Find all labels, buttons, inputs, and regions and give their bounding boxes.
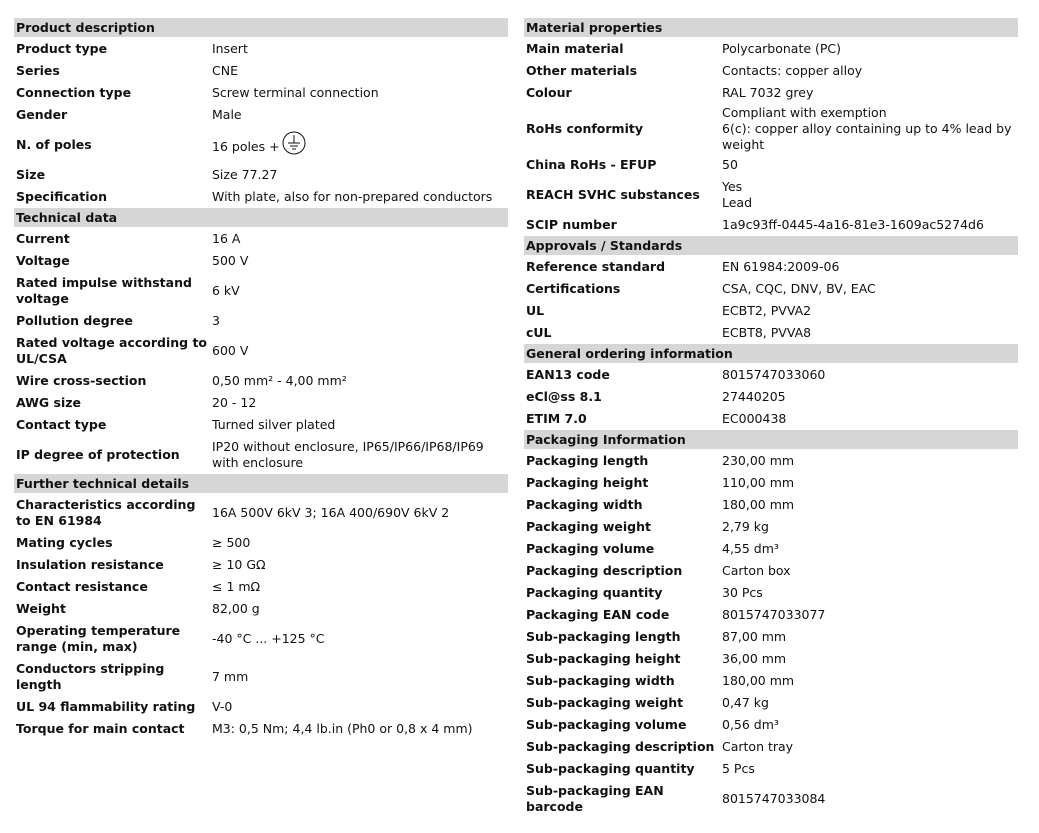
- spec-label: EAN13 code: [526, 367, 610, 382]
- spec-value-cell: [720, 714, 1018, 736]
- spec-row-sub-packaging-quantity: [524, 758, 1018, 780]
- spec-value-cell: [720, 670, 1018, 692]
- spec-value-cell: [720, 494, 1018, 516]
- section-technical-data: [14, 208, 508, 474]
- spec-value-cell: [210, 332, 508, 370]
- spec-value: 27440205: [722, 389, 786, 404]
- spec-value-cell: [210, 598, 508, 620]
- spec-value-cell: [210, 718, 508, 740]
- spec-value-cell: [210, 620, 508, 658]
- spec-label: Size: [16, 167, 46, 182]
- spec-value: ≥ 10 GΩ: [212, 557, 266, 572]
- spec-table: [14, 494, 508, 740]
- spec-value: 7 mm: [212, 669, 249, 684]
- spec-row-packaging-length: [524, 450, 1018, 472]
- spec-row-conductors-stripping-length: [14, 658, 508, 696]
- spec-row-packaging-description: [524, 560, 1018, 582]
- spec-value: EC000438: [722, 411, 787, 426]
- spec-row-rated-voltage-according-to-ul-csa: [14, 332, 508, 370]
- spec-value-cell: [720, 386, 1018, 408]
- spec-label: cUL: [526, 325, 552, 340]
- spec-row-packaging-width: [524, 494, 1018, 516]
- spec-value: 0,47 kg: [722, 695, 769, 710]
- spec-value: -40 °C ... +125 °C: [212, 631, 325, 646]
- spec-value-cell: [720, 214, 1018, 236]
- spec-label: Sub-packaging width: [526, 673, 675, 688]
- spec-row-packaging-weight: [524, 516, 1018, 538]
- spec-label: Main material: [526, 41, 624, 56]
- spec-label: Wire cross-section: [16, 373, 147, 388]
- spec-row-voltage: [14, 250, 508, 272]
- spec-value-cell: [720, 38, 1018, 60]
- spec-row-other-materials: [524, 60, 1018, 82]
- spec-row-contact-resistance: [14, 576, 508, 598]
- spec-label: Sub-packaging volume: [526, 717, 687, 732]
- spec-label: Torque for main contact: [16, 721, 185, 736]
- spec-value-cell: [210, 186, 508, 208]
- spec-row-colour: [524, 82, 1018, 104]
- spec-label: Packaging quantity: [526, 585, 663, 600]
- spec-row-wire-cross-section: [14, 370, 508, 392]
- spec-value: 82,00 g: [212, 601, 260, 616]
- spec-value: 110,00 mm: [722, 475, 795, 490]
- spec-value: V-0: [212, 699, 233, 714]
- spec-value-cell: [210, 272, 508, 310]
- section-further-technical-details: [14, 474, 508, 740]
- spec-value: IP20 without enclosure, IP65/IP66/IP68/IP69 with enclosure: [212, 439, 484, 470]
- spec-value: ECBT8, PVVA8: [722, 325, 812, 340]
- spec-value-cell: [210, 554, 508, 576]
- spec-label: Gender: [16, 107, 68, 122]
- spec-label: Product type: [16, 41, 108, 56]
- spec-row-etim-7-0: [524, 408, 1018, 430]
- section-title: Approvals / Standards: [524, 236, 1018, 255]
- spec-label: Packaging EAN code: [526, 607, 670, 622]
- spec-row-sub-packaging-weight: [524, 692, 1018, 714]
- spec-label: Rated voltage according to UL/CSA: [16, 335, 208, 366]
- spec-label: Packaging length: [526, 453, 649, 468]
- spec-label: Operating temperature range (min, max): [16, 623, 181, 654]
- spec-label: Packaging weight: [526, 519, 651, 534]
- spec-label: Insulation resistance: [16, 557, 164, 572]
- spec-value: 3: [212, 313, 220, 328]
- section-general-ordering-information: [524, 344, 1018, 430]
- spec-value: 180,00 mm: [722, 673, 795, 688]
- spec-label: Sub-packaging weight: [526, 695, 684, 710]
- spec-row-specification: [14, 186, 508, 208]
- spec-row-ecl-ss-8-1: [524, 386, 1018, 408]
- spec-row-sub-packaging-height: [524, 648, 1018, 670]
- spec-value: Carton tray: [722, 739, 794, 754]
- spec-value-cell: [210, 494, 508, 532]
- spec-row-cul: [524, 322, 1018, 344]
- spec-value: 600 V: [212, 343, 249, 358]
- spec-row-packaging-volume: [524, 538, 1018, 560]
- spec-label: Pollution degree: [16, 313, 133, 328]
- spec-value-cell: [720, 582, 1018, 604]
- spec-value-cell: [210, 164, 508, 186]
- section-title: General ordering information: [524, 344, 1018, 363]
- spec-value-cell: [720, 364, 1018, 386]
- spec-label: UL 94 flammability rating: [16, 699, 196, 714]
- spec-label: Contact type: [16, 417, 107, 432]
- spec-table: [524, 364, 1018, 430]
- section-approvals-standards: [524, 236, 1018, 344]
- spec-label: Sub-packaging EAN barcode: [526, 783, 664, 814]
- spec-row-ul-94-flammability-rating: [14, 696, 508, 718]
- spec-row-sub-packaging-length: [524, 626, 1018, 648]
- spec-value: 4,55 dm³: [722, 541, 779, 556]
- spec-value: CNE: [212, 63, 238, 78]
- spec-value: 50: [722, 157, 738, 172]
- spec-row-reference-standard: [524, 256, 1018, 278]
- spec-value-cell: [210, 658, 508, 696]
- spec-row-characteristics-according-to-en-61984: [14, 494, 508, 532]
- spec-label: Reference standard: [526, 259, 666, 274]
- section-title: Material properties: [524, 18, 1018, 37]
- spec-value: 2,79 kg: [722, 519, 769, 534]
- spec-row-sub-packaging-width: [524, 670, 1018, 692]
- spec-value: ECBT2, PVVA2: [722, 303, 812, 318]
- spec-value: 180,00 mm: [722, 497, 795, 512]
- spec-label: Weight: [16, 601, 66, 616]
- spec-label: REACH SVHC substances: [526, 187, 700, 202]
- spec-label: Connection type: [16, 85, 132, 100]
- spec-value: Contacts: copper alloy: [722, 63, 863, 78]
- spec-value-cell: [210, 126, 508, 164]
- spec-value-cell: [720, 736, 1018, 758]
- spec-row-reach-svhc-substances: [524, 176, 1018, 214]
- spec-value-cell: [720, 604, 1018, 626]
- spec-value: Yes Lead: [722, 179, 753, 210]
- spec-value: 0,50 mm² - 4,00 mm²: [212, 373, 347, 388]
- spec-row-sub-packaging-description: [524, 736, 1018, 758]
- spec-value-cell: [720, 408, 1018, 430]
- spec-value-cell: [720, 648, 1018, 670]
- spec-value: 87,00 mm: [722, 629, 787, 644]
- spec-value: ≤ 1 mΩ: [212, 579, 261, 594]
- spec-label: SCIP number: [526, 217, 617, 232]
- spec-label: Packaging description: [526, 563, 683, 578]
- section-title: Packaging Information: [524, 430, 1018, 449]
- spec-row-ul: [524, 300, 1018, 322]
- spec-value: 8015747033060: [722, 367, 826, 382]
- spec-row-pollution-degree: [14, 310, 508, 332]
- spec-value-cell: [720, 154, 1018, 176]
- spec-value: Turned silver plated: [212, 417, 336, 432]
- spec-value: Insert: [212, 41, 248, 56]
- spec-value: Male: [212, 107, 242, 122]
- spec-row-rated-impulse-withstand-voltage: [14, 272, 508, 310]
- spec-value-cell: [210, 392, 508, 414]
- spec-label: Contact resistance: [16, 579, 148, 594]
- spec-value-cell: [720, 256, 1018, 278]
- spec-label: Packaging height: [526, 475, 649, 490]
- spec-row-size: [14, 164, 508, 186]
- spec-value-cell: [720, 758, 1018, 780]
- spec-value-cell: [720, 104, 1018, 154]
- section-title: Further technical details: [14, 474, 508, 493]
- spec-value-cell: [720, 472, 1018, 494]
- spec-value: Polycarbonate (PC): [722, 41, 842, 56]
- spec-value-cell: [720, 176, 1018, 214]
- spec-value: ≥ 500: [212, 535, 251, 550]
- spec-value: With plate, also for non-prepared conductors: [212, 189, 493, 204]
- spec-value: 500 V: [212, 253, 249, 268]
- spec-value-cell: [720, 450, 1018, 472]
- section-title: Technical data: [14, 208, 508, 227]
- spec-value: 20 - 12: [212, 395, 257, 410]
- spec-label: ETIM 7.0: [526, 411, 587, 426]
- spec-value-cell: [210, 576, 508, 598]
- spec-row-sub-packaging-volume: [524, 714, 1018, 736]
- spec-row-gender: [14, 104, 508, 126]
- spec-row-packaging-quantity: [524, 582, 1018, 604]
- spec-row-certifications: [524, 278, 1018, 300]
- spec-value-cell: [210, 310, 508, 332]
- spec-label: UL: [526, 303, 545, 318]
- spec-value-cell: [720, 300, 1018, 322]
- spec-label: eCl@ss 8.1: [526, 389, 602, 404]
- spec-label: Series: [16, 63, 60, 78]
- left-column: [14, 18, 508, 740]
- spec-value-cell: [210, 228, 508, 250]
- spec-value-cell: [720, 780, 1018, 818]
- spec-row-contact-type: [14, 414, 508, 436]
- spec-value: 16 poles +: [212, 139, 280, 154]
- spec-table: [524, 38, 1018, 236]
- spec-value: 1a9c93ff-0445-4a16-81e3-1609ac5274d6: [722, 217, 984, 232]
- spec-label: China RoHs - EFUP: [526, 157, 657, 172]
- spec-value: 16 A: [212, 231, 241, 246]
- spec-label: Mating cycles: [16, 535, 113, 550]
- spec-value-cell: [720, 516, 1018, 538]
- spec-row-packaging-ean-code: [524, 604, 1018, 626]
- spec-value-cell: [720, 692, 1018, 714]
- ground-icon: [282, 131, 306, 159]
- spec-label: Specification: [16, 189, 107, 204]
- spec-label: Other materials: [526, 63, 638, 78]
- spec-value: Compliant with exemption 6(c): copper alloy containing up to 4% lead by weight: [722, 105, 1012, 152]
- spec-row-main-material: [524, 38, 1018, 60]
- spec-row-torque-for-main-contact: [14, 718, 508, 740]
- spec-label: Sub-packaging description: [526, 739, 715, 754]
- spec-value-cell: [210, 82, 508, 104]
- spec-value-cell: [210, 38, 508, 60]
- spec-row-current: [14, 228, 508, 250]
- spec-value: 30 Pcs: [722, 585, 763, 600]
- spec-value-cell: [720, 626, 1018, 648]
- spec-row-packaging-height: [524, 472, 1018, 494]
- spec-value: M3: 0,5 Nm; 4,4 lb.in (Ph0 or 0,8 x 4 mm): [212, 721, 473, 736]
- spec-row-ean13-code: [524, 364, 1018, 386]
- spec-label: Current: [16, 231, 70, 246]
- spec-value: CSA, CQC, DNV, BV, EAC: [722, 281, 876, 296]
- spec-label: Characteristics according to EN 61984: [16, 497, 196, 528]
- spec-value: Size 77.27: [212, 167, 278, 182]
- spec-value-cell: [210, 250, 508, 272]
- spec-value-cell: [720, 60, 1018, 82]
- spec-label: Voltage: [16, 253, 70, 268]
- spec-value-cell: [210, 696, 508, 718]
- spec-value-cell: [720, 538, 1018, 560]
- spec-row-awg-size: [14, 392, 508, 414]
- spec-row-series: [14, 60, 508, 82]
- spec-value-cell: [210, 60, 508, 82]
- spec-label: Colour: [526, 85, 572, 100]
- spec-row-operating-temperature-range-min-max: [14, 620, 508, 658]
- spec-label: Packaging volume: [526, 541, 655, 556]
- spec-label: N. of poles: [16, 137, 92, 152]
- section-title: Product description: [14, 18, 508, 37]
- spec-row-mating-cycles: [14, 532, 508, 554]
- spec-value-cell: [210, 370, 508, 392]
- spec-value: 0,56 dm³: [722, 717, 779, 732]
- spec-row-rohs-conformity: [524, 104, 1018, 154]
- spec-value-cell: [720, 560, 1018, 582]
- spec-table: [14, 228, 508, 474]
- spec-table: [524, 450, 1018, 818]
- spec-value: 230,00 mm: [722, 453, 795, 468]
- spec-value: EN 61984:2009-06: [722, 259, 840, 274]
- spec-row-weight: [14, 598, 508, 620]
- spec-value: RAL 7032 grey: [722, 85, 814, 100]
- section-material-properties: [524, 18, 1018, 236]
- spec-table: [14, 38, 508, 208]
- spec-row-n-of-poles: [14, 126, 508, 164]
- spec-value: Screw terminal connection: [212, 85, 379, 100]
- spec-value: 8015747033077: [722, 607, 826, 622]
- spec-row-scip-number: [524, 214, 1018, 236]
- spec-label: Sub-packaging length: [526, 629, 681, 644]
- spec-label: Sub-packaging quantity: [526, 761, 695, 776]
- spec-table: [524, 256, 1018, 344]
- spec-label: Conductors stripping length: [16, 661, 165, 692]
- spec-row-sub-packaging-ean-barcode: [524, 780, 1018, 818]
- spec-value: 8015747033084: [722, 791, 826, 806]
- spec-label: AWG size: [16, 395, 81, 410]
- spec-row-china-rohs-efup: [524, 154, 1018, 176]
- spec-value: Carton box: [722, 563, 791, 578]
- spec-value: 36,00 mm: [722, 651, 787, 666]
- spec-value-cell: [210, 436, 508, 474]
- spec-value: 16A 500V 6kV 3; 16A 400/690V 6kV 2: [212, 505, 450, 520]
- spec-label: Certifications: [526, 281, 621, 296]
- spec-row-ip-degree-of-protection: [14, 436, 508, 474]
- spec-value-cell: [210, 414, 508, 436]
- right-column: [524, 18, 1018, 818]
- section-product-description: [14, 18, 508, 208]
- spec-value-cell: [720, 278, 1018, 300]
- spec-value-cell: [210, 104, 508, 126]
- spec-label: RoHs conformity: [526, 121, 643, 136]
- spec-value: 5 Pcs: [722, 761, 755, 776]
- spec-value: 6 kV: [212, 283, 240, 298]
- spec-value-cell: [210, 532, 508, 554]
- spec-row-insulation-resistance: [14, 554, 508, 576]
- spec-row-connection-type: [14, 82, 508, 104]
- spec-label: Rated impulse withstand voltage: [16, 275, 192, 306]
- section-packaging-information: [524, 430, 1018, 818]
- spec-label: IP degree of protection: [16, 447, 180, 462]
- spec-label: Sub-packaging height: [526, 651, 681, 666]
- spec-value-cell: [720, 322, 1018, 344]
- spec-value-cell: [720, 82, 1018, 104]
- spec-label: Packaging width: [526, 497, 643, 512]
- spec-row-product-type: [14, 38, 508, 60]
